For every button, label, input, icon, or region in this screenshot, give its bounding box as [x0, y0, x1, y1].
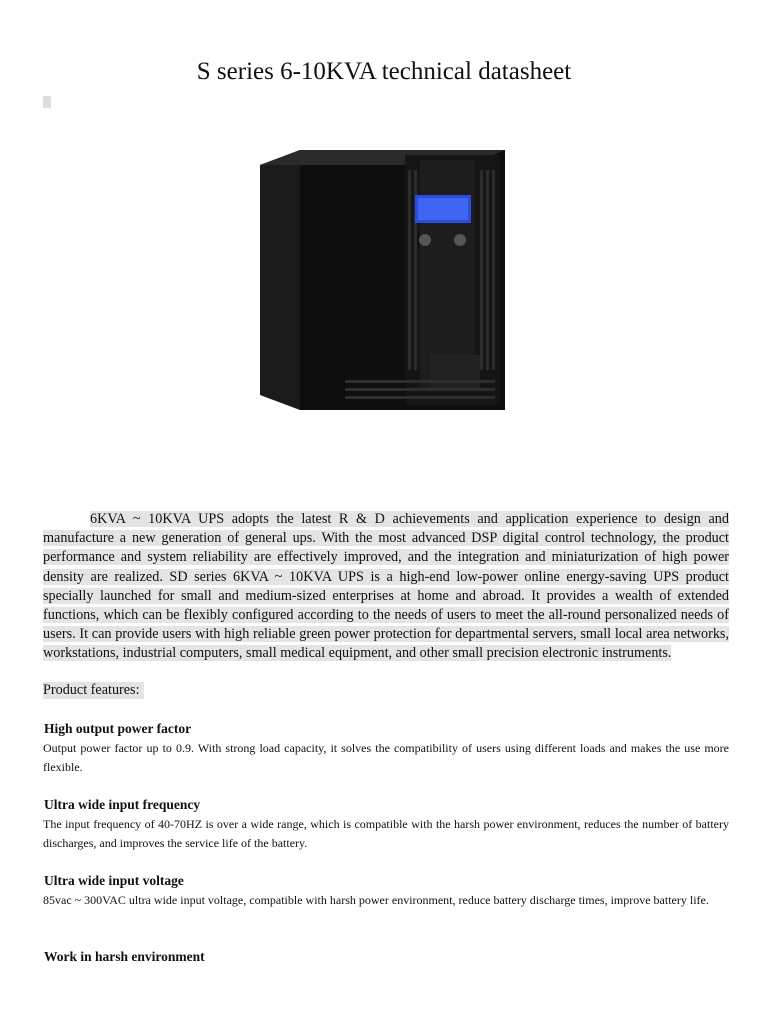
feature-text: Output power factor up to 0.9. With strong load capacity, it solves the compatibility of users using different loads and makes the use more flexible.	[43, 741, 729, 774]
feature-text: 85vac ~ 300VAC ultra wide input voltage, compatible with harsh power environment, reduce battery discharge times, improve battery life.	[43, 893, 709, 907]
power-button-icon	[419, 234, 431, 246]
feature-section	[43, 797, 729, 853]
feature-section	[43, 949, 729, 967]
feature-heading: High output power factor	[44, 721, 192, 736]
feature-section	[43, 873, 729, 910]
features-label: Product features:	[43, 682, 144, 699]
feature-heading: Ultra wide input frequency	[44, 797, 201, 812]
feature-heading: Work in harsh environment	[44, 949, 205, 964]
intro-paragraph: 6KVA ~ 10KVA UPS adopts the latest R & D achievements and application experience to design and manufacture a new generation of general ups. With the most advanced DSP digital control technology, the product performance and system reliability are effectively improved, and the integration and miniaturization of high power density are realized. SD series 6KVA ~ 10KVA UPS is a high-end low-power online energy-saving UPS product specially launched for small and medium-sized enterprises at home and abroad. It provides a wealth of extended functions, which can be flexibly configured according to the needs of users to meet the all-round personalized needs of users. It can provide users with high reliable green power protection for departmental servers, small local area networks, workstations, industrial computers, small medical equipment, and other small precision electronic instruments.	[43, 511, 729, 662]
power-button-icon	[454, 234, 466, 246]
ups-product-image	[205, 110, 565, 450]
anchor-marker	[43, 96, 51, 108]
page-title: S series 6-10KVA technical datasheet	[196, 58, 572, 85]
feature-section	[43, 721, 729, 777]
feature-text: The input frequency of 40-70HZ is over a wide range, which is compatible with the harsh power environment, reduces the number of battery discharges, and improves the service life of the battery.	[43, 817, 729, 850]
feature-heading: Ultra wide input voltage	[44, 873, 184, 888]
